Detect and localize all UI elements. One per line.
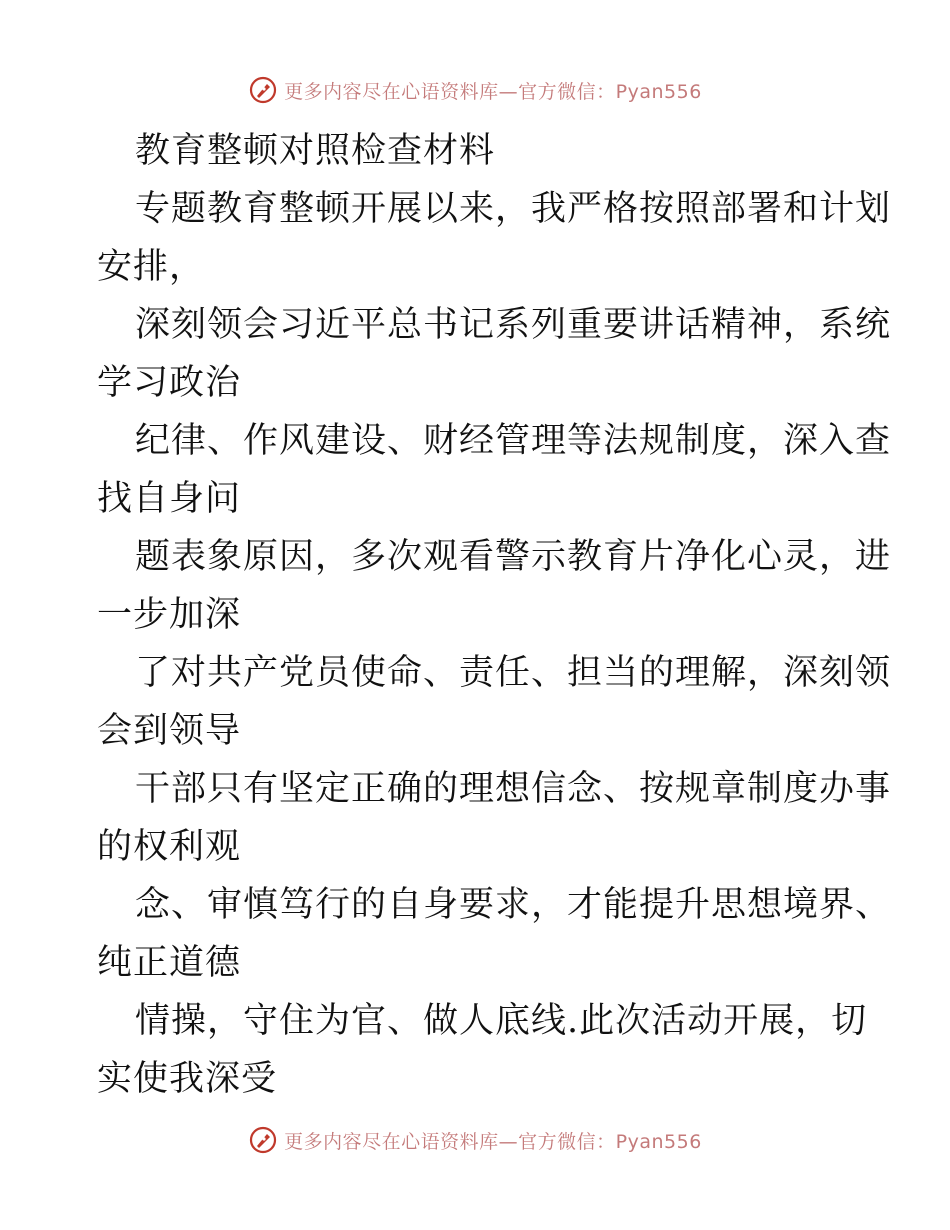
document-title: 教育整顿对照检查材料 xyxy=(135,131,496,171)
footer-banner-text: 更多内容尽在心语资料库—官方微信：Pyan556 xyxy=(284,1130,702,1153)
paragraph-line: 安排， xyxy=(97,247,206,287)
paragraph-line: 题表象原因，多次观看警示教育片净化心灵，进 xyxy=(135,537,892,577)
paragraph-line: 纯正道德 xyxy=(97,943,242,983)
paragraph-line: 找自身问 xyxy=(97,479,242,519)
paragraph-line: 专题教育整顿开展以来，我严格按照部署和计划 xyxy=(135,189,892,229)
paragraph-line: 了对共产党员使命、责任、担当的理解，深刻领 xyxy=(135,653,892,693)
paragraph-line: 念、审慎笃行的自身要求，才能提升思想境界、 xyxy=(135,885,892,925)
pen-nib-logo-icon xyxy=(248,75,278,105)
header-banner-text: 更多内容尽在心语资料库—官方微信：Pyan556 xyxy=(284,80,702,103)
paragraph-line: 会到领导 xyxy=(97,711,242,751)
document-body xyxy=(97,122,892,1108)
paragraph-line: 干部只有坚定正确的理想信念、按规章制度办事 xyxy=(135,769,892,809)
paragraph-line: 情操，守住为官、做人底线.此次活动开展，切 xyxy=(135,1001,868,1041)
paragraph-line: 纪律、作风建设、财经管理等法规制度，深入查 xyxy=(135,421,892,461)
paragraph-line: 一步加深 xyxy=(97,595,242,635)
footer-watermark-banner xyxy=(0,1120,950,1160)
paragraph-line: 深刻领会习近平总书记系列重要讲话精神，系统 xyxy=(135,305,892,345)
header-watermark-banner xyxy=(0,70,950,110)
pen-nib-logo-icon xyxy=(248,1125,278,1155)
paragraph-line: 学习政治 xyxy=(97,363,242,403)
paragraph-line: 的权利观 xyxy=(97,827,242,867)
paragraph-line: 实使我深受 xyxy=(97,1059,278,1099)
